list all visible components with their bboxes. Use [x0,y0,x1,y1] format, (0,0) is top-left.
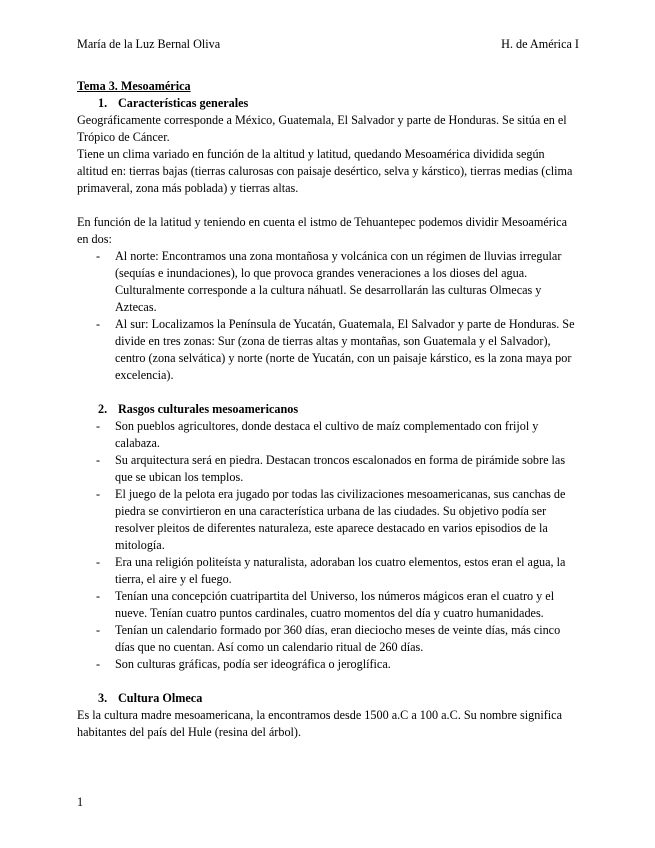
dash-bullet: - [96,419,101,433]
dash-bullet: - [96,555,101,569]
list-item: - Son culturas gráficas, podía ser ideográfica o jeroglífica. [96,657,391,671]
bullet-list [77,248,577,384]
list-item: - Era una religión politeísta y naturalista, adoraban los cuatro elementos, estos eran el agua, la tierra, el aire y el fuego. [96,555,566,586]
list-item: - Tenían un calendario formado por 360 días, eran dieciocho meses de veinte días, más cinco días que no cuentan. Así como un calendario ritual de 260 días. [96,623,561,654]
dash-bullet: - [96,623,101,637]
page-number: 1 [77,795,84,809]
dash-bullet: - [96,589,101,603]
document-title: Tema 3. Mesoamérica [77,79,191,93]
paragraph: Geográficamente corresponde a México, Guatemala, El Salvador y parte de Honduras. Se sitúa en el Trópico de Cáncer. [77,113,567,144]
section-title: Características generales [118,96,249,110]
dash-bullet: - [96,249,101,263]
bullet-list [77,418,577,673]
list-item: - Tenían una concepción cuatripartita del Universo, los números mágicos eran el cuatro y el nueve. Tenían cuatro puntos cardinales, cuatro momentos del día y cuatro humanidades. [96,589,555,620]
header-course: H. de América I [501,37,579,51]
dash-bullet: - [96,317,101,331]
spacer [77,673,577,690]
section-heading-1 [98,95,577,112]
list-item: - Al norte: Encontramos una zona montañosa y volcánica con un régimen de lluvias irregular (sequías e inundaciones), lo que provoca grandes veneraciones a los dioses del agua. Culturalmente corresponde a la cultura náhuatl. Se desarrollarán las culturas Olmecas y Aztecas. [96,249,562,314]
section-title: Rasgos culturales mesoamericanos [118,402,299,416]
section-heading-3 [98,690,577,707]
list-item: - Al sur: Localizamos la Península de Yucatán, Guatemala, El Salvador y parte de Honduras. Se divide en tres zonas: Sur (zona de tierras altas y montañas, son Guatemala y el Salvador), centro (zona selvática) y norte (norte de Yucatán, con un paisaje kárstico, es la zona maya por excelencia). [96,317,575,382]
paragraph: En función de la latitud y teniendo en cuenta el istmo de Tehuantepec podemos dividir Mesoamérica en dos: [77,215,567,246]
section-number: 3. [98,691,108,705]
dash-bullet: - [96,487,101,501]
list-item: - El juego de la pelota era jugado por todas las civilizaciones mesoamericanas, sus canchas de piedra se convirtieron en una característica urbana de las ciudades. Su objetivo podía ser resolver pleitos de diferentes naturaleza, este aparece destacado en varios episodios de la mitología. [96,487,566,552]
spacer [77,197,577,214]
section-number: 2. [98,402,108,416]
list-item: - Su arquitectura será en piedra. Destacan troncos escalonados en forma de pirámide sobre las que se ubican los templos. [96,453,566,484]
paragraph: Es la cultura madre mesoamericana, la encontramos desde 1500 a.C a 100 a.C. Su nombre significa habitantes del país del Hule (resina del árbol). [77,708,562,739]
dash-bullet: - [96,453,101,467]
document-body [77,78,577,741]
list-item: - Son pueblos agricultores, donde destaca el cultivo de maíz complementado con frijol y calabaza. [96,419,539,450]
dash-bullet: - [96,657,101,671]
paragraph: Tiene un clima variado en función de la altitud y latitud, quedando Mesoamérica dividida según altitud en: tierras bajas (tierras calurosas con paisaje desértico, selva y kárstico), tierras medias (clima primaveral, zona más poblada) y tierras altas. [77,147,573,195]
section-heading-2 [98,401,577,418]
header-author: María de la Luz Bernal Oliva [77,37,221,51]
section-number: 1. [98,96,108,110]
spacer [77,384,577,401]
section-title: Cultura Olmeca [118,691,203,705]
